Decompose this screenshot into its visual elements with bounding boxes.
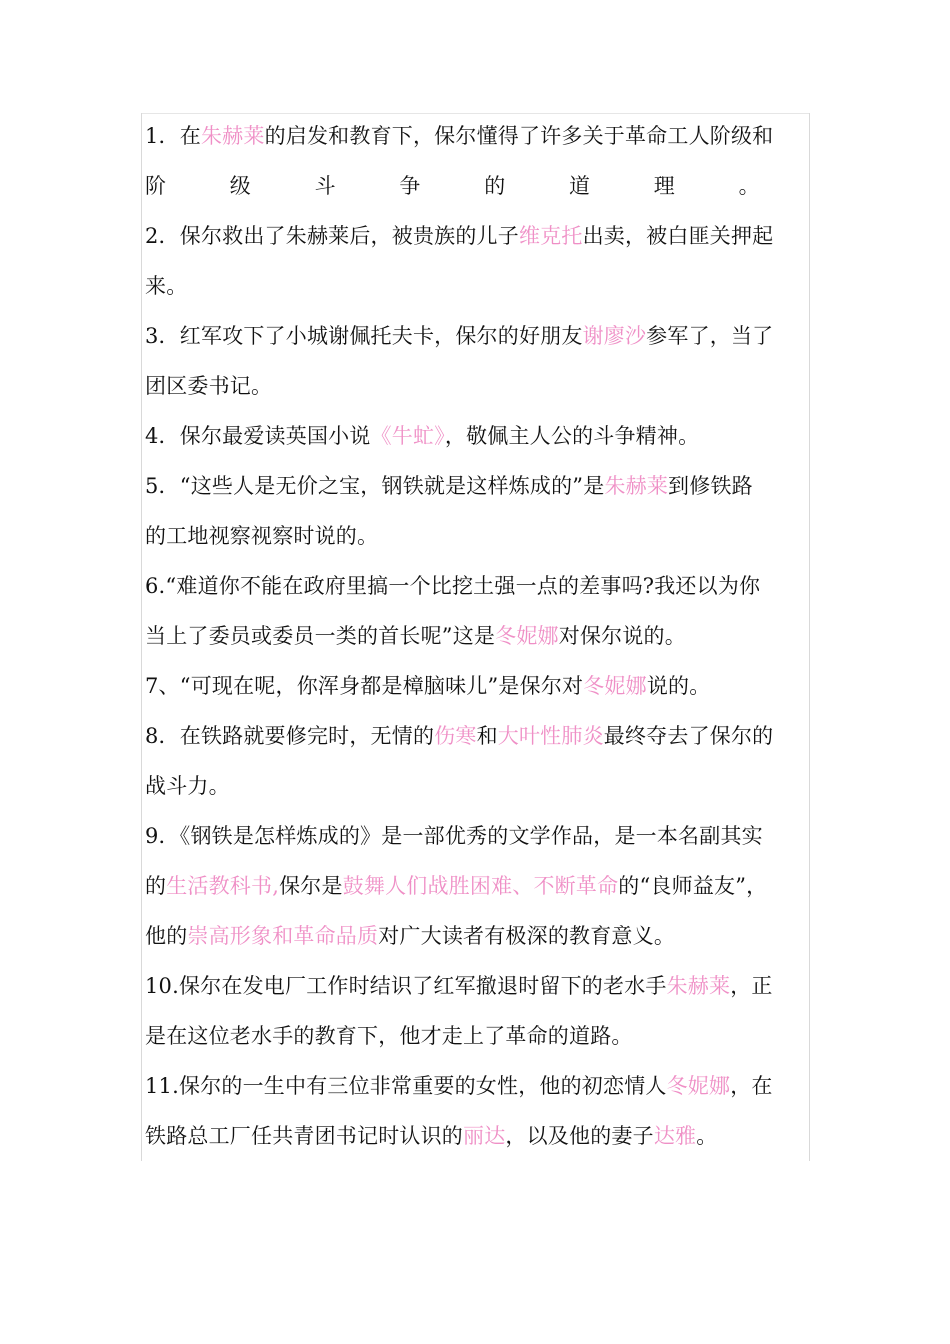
text-line xyxy=(145,661,807,711)
text-segment: 保尔是 xyxy=(279,874,343,898)
highlighted-answer: 谢廖沙 xyxy=(582,324,647,348)
highlighted-answer: 崇高形象和革命品质 xyxy=(187,924,379,948)
text-segment: 对保尔说的。 xyxy=(558,624,686,648)
text-segment: 和 xyxy=(476,724,498,748)
text-segment: 11.保尔的一生中有三位非常重要的女性，他的初恋情人 xyxy=(145,1074,667,1098)
text-line xyxy=(145,711,807,761)
text-segment: 到修铁路 xyxy=(668,474,753,498)
highlighted-answer: 鼓舞人们战胜困难、不断革命 xyxy=(342,874,619,898)
highlighted-answer: 维克托 xyxy=(518,224,583,248)
text-segment: 的 xyxy=(145,874,167,898)
highlighted-answer: 伤寒 xyxy=(434,724,477,748)
text-segment: 的“良师益友”， xyxy=(618,874,768,898)
text-segment: 2．保尔救出了朱赫莱后，被贵族的儿子 xyxy=(145,224,519,248)
text-segment: 是在这位老水手的教育下，他才走上了革命的道路。 xyxy=(145,1024,633,1048)
text-line xyxy=(145,1111,807,1161)
highlighted-answer: 冬妮娜 xyxy=(495,624,559,648)
text-segment: 最终夺去了保尔的 xyxy=(603,724,774,748)
text-line xyxy=(145,811,807,861)
text-segment: 铁路总工厂任共青团书记时认识的 xyxy=(145,1124,463,1148)
text-line xyxy=(145,1011,807,1061)
highlighted-answer: 达雅 xyxy=(653,1124,697,1148)
highlighted-answer: 《牛虻》 xyxy=(370,424,445,448)
highlighted-answer: 冬妮娜 xyxy=(666,1074,731,1098)
text-line xyxy=(145,961,807,1011)
text-segment: 5．“这些人是无价之宝，钢铁就是这样炼成的”是 xyxy=(145,474,605,498)
text-line xyxy=(145,561,807,611)
text-segment: 阶 级 斗 争 的 道 理 。 xyxy=(145,174,760,198)
text-line xyxy=(145,311,807,361)
text-segment: 。 xyxy=(696,1124,718,1148)
text-line xyxy=(145,861,807,911)
text-line xyxy=(145,411,807,461)
highlighted-answer: 生活教科书, xyxy=(166,874,280,898)
text-line xyxy=(145,461,807,511)
text-segment: 8．在铁路就要修完时，无情的 xyxy=(145,724,435,748)
text-segment: 团区委书记。 xyxy=(145,374,273,398)
document-body xyxy=(145,111,807,1161)
text-segment: 战斗力。 xyxy=(145,774,230,798)
text-line xyxy=(145,511,807,561)
text-line xyxy=(145,211,807,261)
text-segment: 参军了，当了 xyxy=(646,324,774,348)
text-line xyxy=(145,161,807,211)
text-segment: 他的 xyxy=(145,924,188,948)
text-segment: 9．《钢铁是怎样炼成的》是一部优秀的文学作品，是一本名副其实 xyxy=(145,824,763,848)
text-segment: 的启发和教育下，保尔懂得了许多关于革命工人阶级和 xyxy=(264,124,774,148)
highlighted-answer: 朱赫莱 xyxy=(604,474,669,498)
text-segment: 出卖，被白匪关押起 xyxy=(582,224,774,248)
text-segment: 来。 xyxy=(145,274,188,298)
text-segment: ，敬佩主人公的斗争精神。 xyxy=(444,424,700,448)
highlighted-answer: 大叶性肺炎 xyxy=(497,724,604,748)
text-segment: 6.“难道你不能在政府里搞一个比挖土强一点的差事吗?我还以为你 xyxy=(145,574,761,598)
text-segment: 当上了委员或委员一类的首长呢”这是 xyxy=(145,624,496,648)
text-segment: 1．在 xyxy=(145,124,201,148)
text-segment: 的工地视察视察时说的。 xyxy=(145,524,379,548)
text-segment: 7、“可现在呢，你浑身都是樟脑味儿”是保尔对 xyxy=(145,674,584,698)
highlighted-answer: 朱赫莱 xyxy=(666,974,731,998)
text-line xyxy=(145,761,807,811)
text-segment: ，在 xyxy=(730,1074,773,1098)
text-line xyxy=(145,611,807,661)
text-line xyxy=(145,911,807,961)
text-line xyxy=(145,1061,807,1111)
highlighted-answer: 丽达 xyxy=(463,1124,506,1148)
highlighted-answer: 朱赫莱 xyxy=(200,124,265,148)
text-line xyxy=(145,111,807,161)
text-segment: 4．保尔最爱读英国小说 xyxy=(145,424,371,448)
text-segment: 说的。 xyxy=(646,674,711,698)
text-segment: ，以及他的妻子 xyxy=(505,1124,654,1148)
text-line xyxy=(145,361,807,411)
text-segment: ，正 xyxy=(730,974,773,998)
text-line xyxy=(145,261,807,311)
highlighted-answer: 冬妮娜 xyxy=(583,674,647,698)
text-segment: 10.保尔在发电厂工作时结识了红军撤退时留下的老水手 xyxy=(145,974,667,998)
text-segment: 对广大读者有极深的教育意义。 xyxy=(378,924,676,948)
text-segment: 3．红军攻下了小城谢佩托夫卡，保尔的好朋友 xyxy=(145,324,583,348)
